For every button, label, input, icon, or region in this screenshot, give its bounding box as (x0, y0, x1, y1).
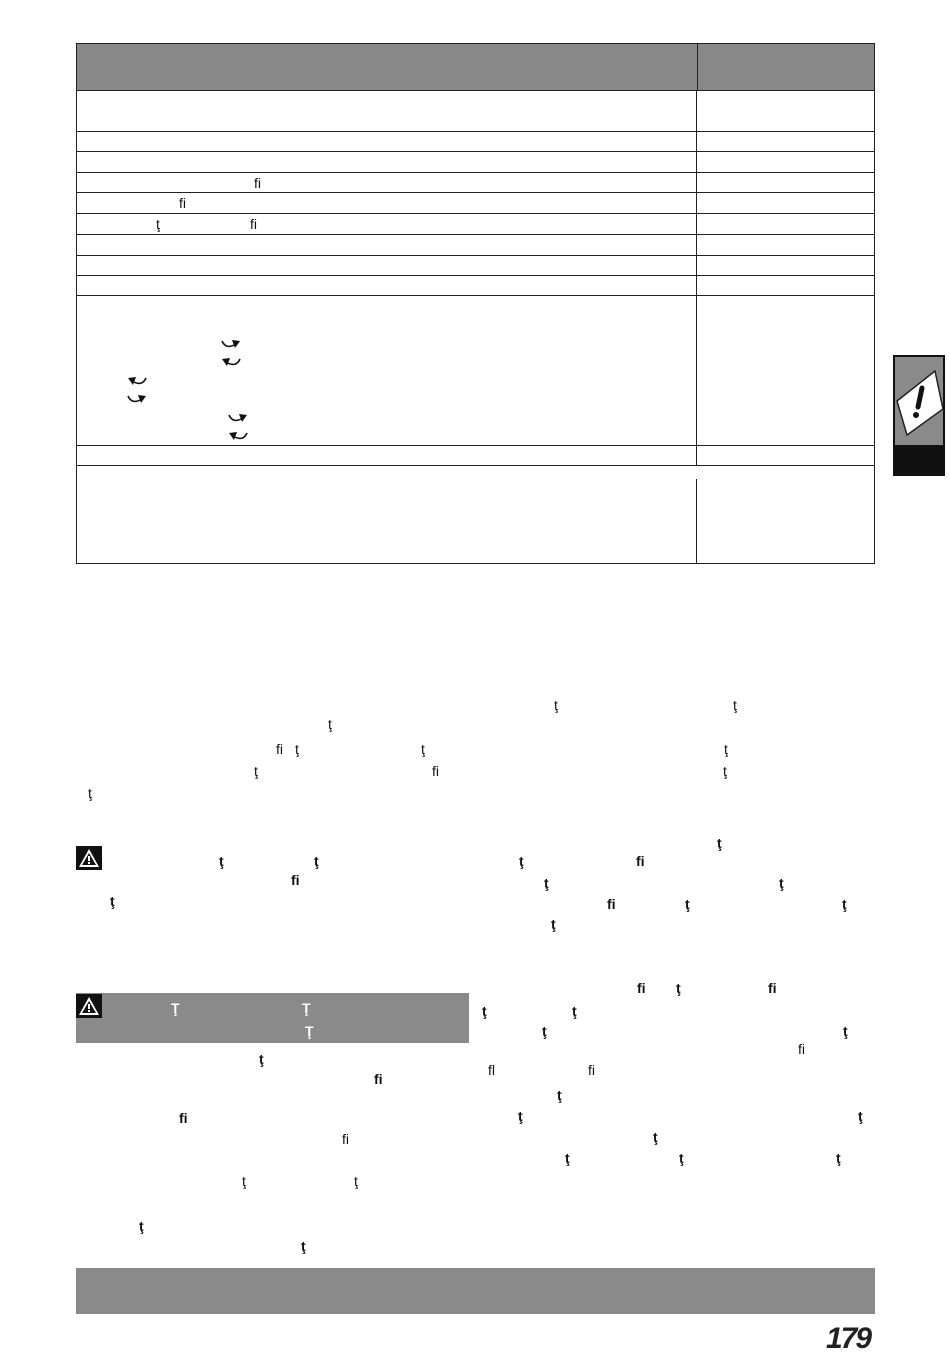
text-glyph: ţ (572, 1003, 577, 1019)
text-glyph: ţ (858, 1108, 863, 1124)
table-glyph: ﬁ (250, 216, 257, 232)
rotation-arrow-icon (227, 430, 249, 444)
table-header-divider (697, 44, 698, 90)
table-border-right (874, 43, 875, 564)
warning-triangle-icon (76, 846, 102, 870)
side-tab (893, 355, 945, 476)
text-glyph: ţ (554, 697, 558, 713)
text-glyph: ţ (295, 741, 299, 757)
side-tab-panel (895, 357, 943, 445)
warning-triangle-icon (76, 994, 102, 1018)
text-glyph: ţ (314, 853, 319, 869)
text-glyph: Ţ (305, 1023, 314, 1039)
rotation-arrow-icon (227, 412, 249, 426)
text-glyph: ţ (259, 1051, 264, 1067)
table-border-left (76, 43, 77, 564)
text-glyph: ţ (354, 1173, 358, 1189)
text-glyph: ﬁ (588, 1062, 595, 1078)
text-glyph: ţ (676, 980, 681, 996)
text-glyph: ţ (542, 1023, 547, 1039)
text-glyph: ţ (717, 835, 722, 851)
text-glyph: ﬁ (179, 1110, 188, 1126)
text-glyph: ﬁ (637, 980, 646, 996)
table-header (76, 43, 875, 91)
text-glyph: ţ (679, 1150, 684, 1166)
text-glyph: ţ (685, 896, 690, 912)
spec-table (76, 43, 875, 564)
text-glyph: Ţ (171, 1000, 180, 1016)
text-glyph: ţ (565, 1150, 570, 1166)
text-glyph: ţ (518, 1108, 523, 1124)
table-row-line (76, 275, 875, 276)
text-glyph: ţ (519, 853, 524, 869)
rotation-arrow-icon (220, 356, 242, 370)
table-row-line (76, 445, 875, 446)
rotation-arrow-icon (126, 375, 148, 389)
text-glyph: ţ (254, 763, 258, 779)
table-row-line (76, 255, 875, 256)
table-row-line (76, 465, 875, 466)
table-column-divider-lower (696, 479, 697, 563)
table-row-line (76, 234, 875, 235)
text-glyph: ţ (724, 741, 728, 757)
text-glyph: ﬂ (488, 1062, 495, 1078)
text-glyph: ţ (328, 716, 332, 732)
text-glyph: ţ (779, 875, 784, 891)
footer-bar (76, 1268, 875, 1314)
text-glyph: ﬁ (276, 741, 283, 757)
text-glyph: ţ (482, 1003, 487, 1019)
text-glyph: ţ (723, 763, 727, 779)
table-glyph: ţ (156, 216, 160, 232)
table-row-line (76, 172, 875, 173)
text-glyph: ﬁ (768, 980, 777, 996)
text-glyph: ţ (88, 785, 92, 801)
text-glyph: ţ (557, 1087, 562, 1103)
table-row-line (76, 151, 875, 152)
text-glyph: ţ (110, 893, 115, 909)
text-glyph: ţ (421, 741, 425, 757)
text-glyph: ﬁ (432, 763, 439, 779)
text-glyph: ţ (733, 697, 737, 713)
text-glyph: ţ (836, 1150, 841, 1166)
text-glyph: ţ (653, 1129, 658, 1145)
table-row-line (76, 295, 875, 296)
text-glyph: ţ (242, 1173, 246, 1189)
text-glyph: ﬁ (374, 1071, 383, 1087)
table-border-bottom (76, 563, 875, 564)
text-glyph: ţ (301, 1238, 306, 1254)
rotation-arrow-icon (220, 338, 242, 352)
text-glyph: ţ (842, 896, 847, 912)
text-glyph: ţ (544, 875, 549, 891)
text-glyph: ﬁ (291, 872, 300, 888)
rotation-arrow-icon (126, 393, 148, 407)
table-column-divider (696, 91, 697, 465)
warning-heading-bar (76, 993, 469, 1043)
text-glyph: ţ (219, 853, 224, 869)
table-glyph: ﬁ (254, 175, 261, 191)
text-glyph: ﬁ (798, 1041, 805, 1057)
page-number: 179 (826, 1322, 871, 1355)
warning-box (76, 994, 102, 1018)
text-glyph: ﬁ (342, 1131, 349, 1147)
text-glyph: ţ (843, 1023, 848, 1039)
table-row-line (76, 192, 875, 193)
text-glyph: Ţ (302, 1000, 311, 1016)
text-glyph: ﬁ (636, 853, 645, 869)
table-row-line (76, 131, 875, 132)
text-glyph: ţ (139, 1218, 144, 1234)
table-glyph: ﬁ (179, 195, 186, 211)
exclamation-sign-icon (895, 357, 943, 445)
table-row-line (76, 213, 875, 214)
text-glyph: ţ (551, 916, 556, 932)
text-glyph: ﬁ (607, 896, 616, 912)
warning-box (76, 846, 102, 870)
